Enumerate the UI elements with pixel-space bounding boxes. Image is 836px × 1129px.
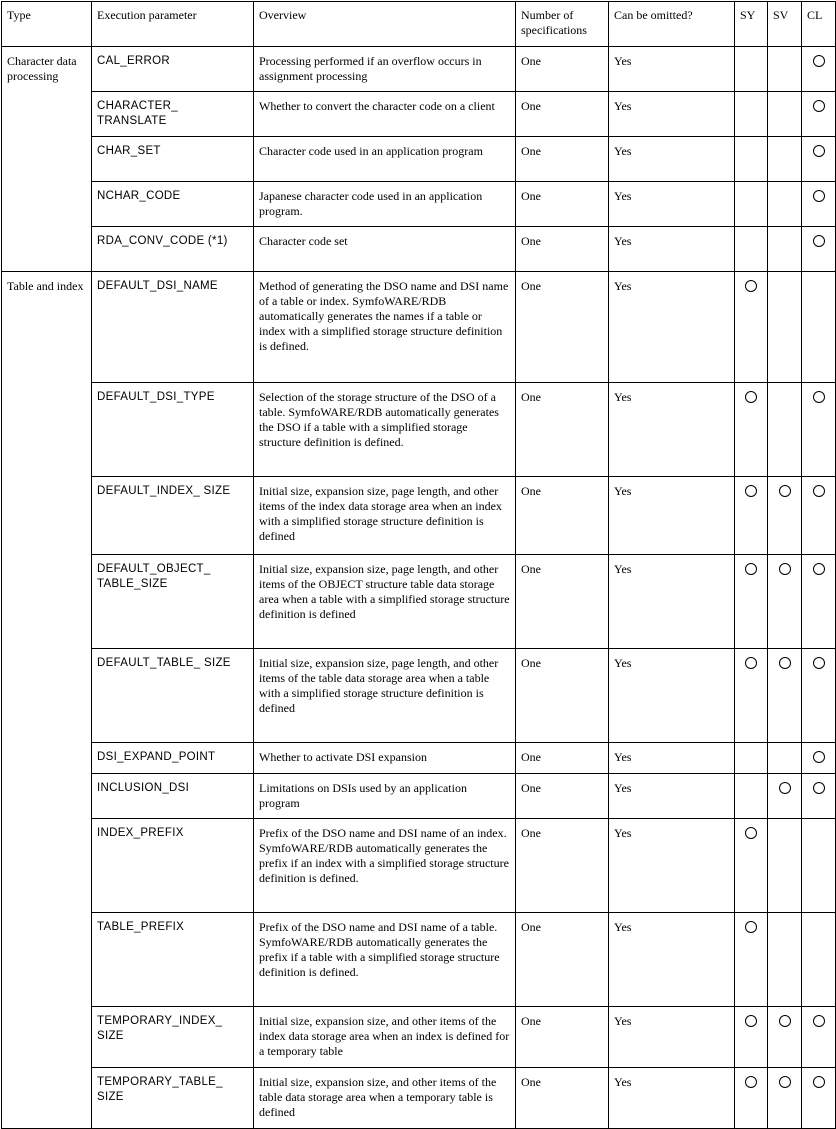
can-be-omitted-cell: Yes	[609, 47, 735, 92]
cl-cell	[802, 743, 836, 774]
number-of-specifications-cell: One	[516, 774, 609, 819]
sy-cell	[735, 272, 768, 383]
sy-cell	[735, 743, 768, 774]
can-be-omitted-cell: Yes	[609, 137, 735, 182]
circle-mark-icon	[813, 145, 825, 157]
overview-cell: Selection of the storage structure of the DSO of a table. SymfoWARE/RDB automatically generates the DSO if a table with a simplified storage structure definition is defined.	[254, 383, 516, 477]
table-row	[2, 743, 836, 774]
circle-mark-icon	[745, 1076, 757, 1088]
cl-cell	[802, 774, 836, 819]
sy-cell	[735, 1068, 768, 1129]
number-of-specifications-cell: One	[516, 1007, 609, 1068]
cl-cell	[802, 92, 836, 137]
circle-mark-icon	[779, 485, 791, 497]
sy-cell	[735, 913, 768, 1007]
table-row	[2, 92, 836, 137]
cl-cell	[802, 47, 836, 92]
overview-cell: Initial size, expansion size, page length, and other items of the table data storage area when a table with a simplified storage structure definition is defined	[254, 649, 516, 743]
table-row	[2, 1007, 836, 1068]
can-be-omitted-cell: Yes	[609, 743, 735, 774]
execution-parameter-cell: INDEX_PREFIX	[92, 819, 254, 913]
cl-cell	[802, 272, 836, 383]
number-of-specifications-cell: One	[516, 182, 609, 227]
execution-parameter-cell: NCHAR_CODE	[92, 182, 254, 227]
circle-mark-icon	[813, 563, 825, 575]
sv-cell	[768, 1068, 802, 1129]
circle-mark-icon	[745, 921, 757, 933]
sv-cell	[768, 227, 802, 272]
can-be-omitted-cell: Yes	[609, 913, 735, 1007]
table-row	[2, 649, 836, 743]
table-body	[2, 47, 836, 1129]
circle-mark-icon	[813, 751, 825, 763]
overview-cell: Method of generating the DSO name and DSI name of a table or index. SymfoWARE/RDB automatically generates the names if a table or index with a simplified storage structure definition is defined.	[254, 272, 516, 383]
header-can-be-omitted: Can be omitted?	[609, 2, 735, 47]
execution-parameter-cell: DEFAULT_OBJECT_ TABLE_SIZE	[92, 555, 254, 649]
execution-parameter-cell: INCLUSION_DSI	[92, 774, 254, 819]
sv-cell	[768, 47, 802, 92]
execution-parameter-cell: CHAR_SET	[92, 137, 254, 182]
table-row	[2, 819, 836, 913]
cl-cell	[802, 477, 836, 555]
circle-mark-icon	[813, 100, 825, 112]
circle-mark-icon	[813, 782, 825, 794]
circle-mark-icon	[779, 1076, 791, 1088]
number-of-specifications-cell: One	[516, 92, 609, 137]
table-row	[2, 227, 836, 272]
circle-mark-icon	[813, 1076, 825, 1088]
can-be-omitted-cell: Yes	[609, 92, 735, 137]
execution-parameter-cell: DEFAULT_TABLE_ SIZE	[92, 649, 254, 743]
execution-parameters-table	[1, 1, 836, 1129]
execution-parameter-cell: DEFAULT_DSI_NAME	[92, 272, 254, 383]
cl-cell	[802, 137, 836, 182]
table-row	[2, 137, 836, 182]
header-execution-parameter: Execution parameter	[92, 2, 254, 47]
sy-cell	[735, 383, 768, 477]
table-row	[2, 272, 836, 383]
can-be-omitted-cell: Yes	[609, 649, 735, 743]
number-of-specifications-cell: One	[516, 227, 609, 272]
can-be-omitted-cell: Yes	[609, 227, 735, 272]
sy-cell	[735, 1007, 768, 1068]
header-number-of-specifications: Number of specifications	[516, 2, 609, 47]
can-be-omitted-cell: Yes	[609, 555, 735, 649]
cl-cell	[802, 227, 836, 272]
table-row	[2, 913, 836, 1007]
circle-mark-icon	[813, 657, 825, 669]
sv-cell	[768, 913, 802, 1007]
overview-cell: Prefix of the DSO name and DSI name of an index. SymfoWARE/RDB automatically generates the prefix if an index with a simplified storage structure definition is defined.	[254, 819, 516, 913]
number-of-specifications-cell: One	[516, 1068, 609, 1129]
can-be-omitted-cell: Yes	[609, 477, 735, 555]
table-row	[2, 47, 836, 92]
execution-parameter-cell: CHARACTER_ TRANSLATE	[92, 92, 254, 137]
execution-parameter-cell: DEFAULT_DSI_TYPE	[92, 383, 254, 477]
circle-mark-icon	[745, 827, 757, 839]
cl-cell	[802, 182, 836, 227]
circle-mark-icon	[813, 485, 825, 497]
sy-cell	[735, 819, 768, 913]
sv-cell	[768, 555, 802, 649]
sy-cell	[735, 649, 768, 743]
execution-parameter-cell: TABLE_PREFIX	[92, 913, 254, 1007]
circle-mark-icon	[779, 657, 791, 669]
circle-mark-icon	[745, 563, 757, 575]
circle-mark-icon	[813, 391, 825, 403]
can-be-omitted-cell: Yes	[609, 182, 735, 227]
header-sv: SV	[768, 2, 802, 47]
number-of-specifications-cell: One	[516, 137, 609, 182]
sy-cell	[735, 477, 768, 555]
execution-parameter-cell: DSI_EXPAND_POINT	[92, 743, 254, 774]
overview-cell: Character code used in an application program	[254, 137, 516, 182]
circle-mark-icon	[813, 1015, 825, 1027]
cl-cell	[802, 819, 836, 913]
table-row	[2, 182, 836, 227]
number-of-specifications-cell: One	[516, 477, 609, 555]
header-cl: CL	[802, 2, 836, 47]
sv-cell	[768, 774, 802, 819]
sy-cell	[735, 182, 768, 227]
can-be-omitted-cell: Yes	[609, 1007, 735, 1068]
sy-cell	[735, 92, 768, 137]
overview-cell: Initial size, expansion size, page length, and other items of the OBJECT structure table data storage area when a table with a simplified storage structure definition is defined	[254, 555, 516, 649]
circle-mark-icon	[813, 190, 825, 202]
circle-mark-icon	[779, 1015, 791, 1027]
can-be-omitted-cell: Yes	[609, 819, 735, 913]
number-of-specifications-cell: One	[516, 819, 609, 913]
table-row	[2, 555, 836, 649]
cl-cell	[802, 1007, 836, 1068]
sy-cell	[735, 227, 768, 272]
sy-cell	[735, 47, 768, 92]
cl-cell	[802, 383, 836, 477]
circle-mark-icon	[745, 485, 757, 497]
overview-cell: Whether to convert the character code on a client	[254, 92, 516, 137]
type-group-cell: Character data processing	[2, 47, 92, 272]
overview-cell: Character code set	[254, 227, 516, 272]
overview-cell: Japanese character code used in an application program.	[254, 182, 516, 227]
execution-parameter-cell: TEMPORARY_INDEX_ SIZE	[92, 1007, 254, 1068]
can-be-omitted-cell: Yes	[609, 1068, 735, 1129]
overview-cell: Initial size, expansion size, and other items of the table data storage area when a temporary table is defined	[254, 1068, 516, 1129]
sv-cell	[768, 743, 802, 774]
overview-cell: Limitations on DSIs used by an application program	[254, 774, 516, 819]
cl-cell	[802, 913, 836, 1007]
header-overview: Overview	[254, 2, 516, 47]
table-row	[2, 774, 836, 819]
sv-cell	[768, 819, 802, 913]
table-row	[2, 477, 836, 555]
sv-cell	[768, 272, 802, 383]
can-be-omitted-cell: Yes	[609, 774, 735, 819]
number-of-specifications-cell: One	[516, 383, 609, 477]
cl-cell	[802, 649, 836, 743]
circle-mark-icon	[745, 280, 757, 292]
sy-cell	[735, 774, 768, 819]
circle-mark-icon	[779, 782, 791, 794]
circle-mark-icon	[813, 235, 825, 247]
cl-cell	[802, 555, 836, 649]
table-row	[2, 383, 836, 477]
sy-cell	[735, 555, 768, 649]
sv-cell	[768, 137, 802, 182]
execution-parameter-cell: CAL_ERROR	[92, 47, 254, 92]
sv-cell	[768, 477, 802, 555]
sv-cell	[768, 1007, 802, 1068]
overview-cell: Processing performed if an overflow occurs in assignment processing	[254, 47, 516, 92]
overview-cell: Initial size, expansion size, page length, and other items of the index data storage area when an index with a simplified storage structure definition is defined	[254, 477, 516, 555]
header-row	[2, 2, 836, 47]
circle-mark-icon	[745, 657, 757, 669]
overview-cell: Prefix of the DSO name and DSI name of a table. SymfoWARE/RDB automatically generates the prefix if a table with a simplified storage structure definition is defined.	[254, 913, 516, 1007]
sv-cell	[768, 92, 802, 137]
circle-mark-icon	[779, 563, 791, 575]
header-type: Type	[2, 2, 92, 47]
circle-mark-icon	[745, 1015, 757, 1027]
can-be-omitted-cell: Yes	[609, 383, 735, 477]
header-sy: SY	[735, 2, 768, 47]
can-be-omitted-cell: Yes	[609, 272, 735, 383]
number-of-specifications-cell: One	[516, 272, 609, 383]
execution-parameter-cell: DEFAULT_INDEX_ SIZE	[92, 477, 254, 555]
execution-parameter-cell: TEMPORARY_TABLE_ SIZE	[92, 1068, 254, 1129]
table-row	[2, 1068, 836, 1129]
number-of-specifications-cell: One	[516, 555, 609, 649]
type-group-cell: Table and index	[2, 272, 92, 1129]
execution-parameter-cell: RDA_CONV_CODE (*1)	[92, 227, 254, 272]
number-of-specifications-cell: One	[516, 649, 609, 743]
overview-cell: Whether to activate DSI expansion	[254, 743, 516, 774]
circle-mark-icon	[813, 55, 825, 67]
number-of-specifications-cell: One	[516, 913, 609, 1007]
sy-cell	[735, 137, 768, 182]
number-of-specifications-cell: One	[516, 47, 609, 92]
sv-cell	[768, 182, 802, 227]
cl-cell	[802, 1068, 836, 1129]
sv-cell	[768, 383, 802, 477]
sv-cell	[768, 649, 802, 743]
overview-cell: Initial size, expansion size, and other items of the index data storage area when an index is defined for a temporary table	[254, 1007, 516, 1068]
number-of-specifications-cell: One	[516, 743, 609, 774]
circle-mark-icon	[745, 391, 757, 403]
